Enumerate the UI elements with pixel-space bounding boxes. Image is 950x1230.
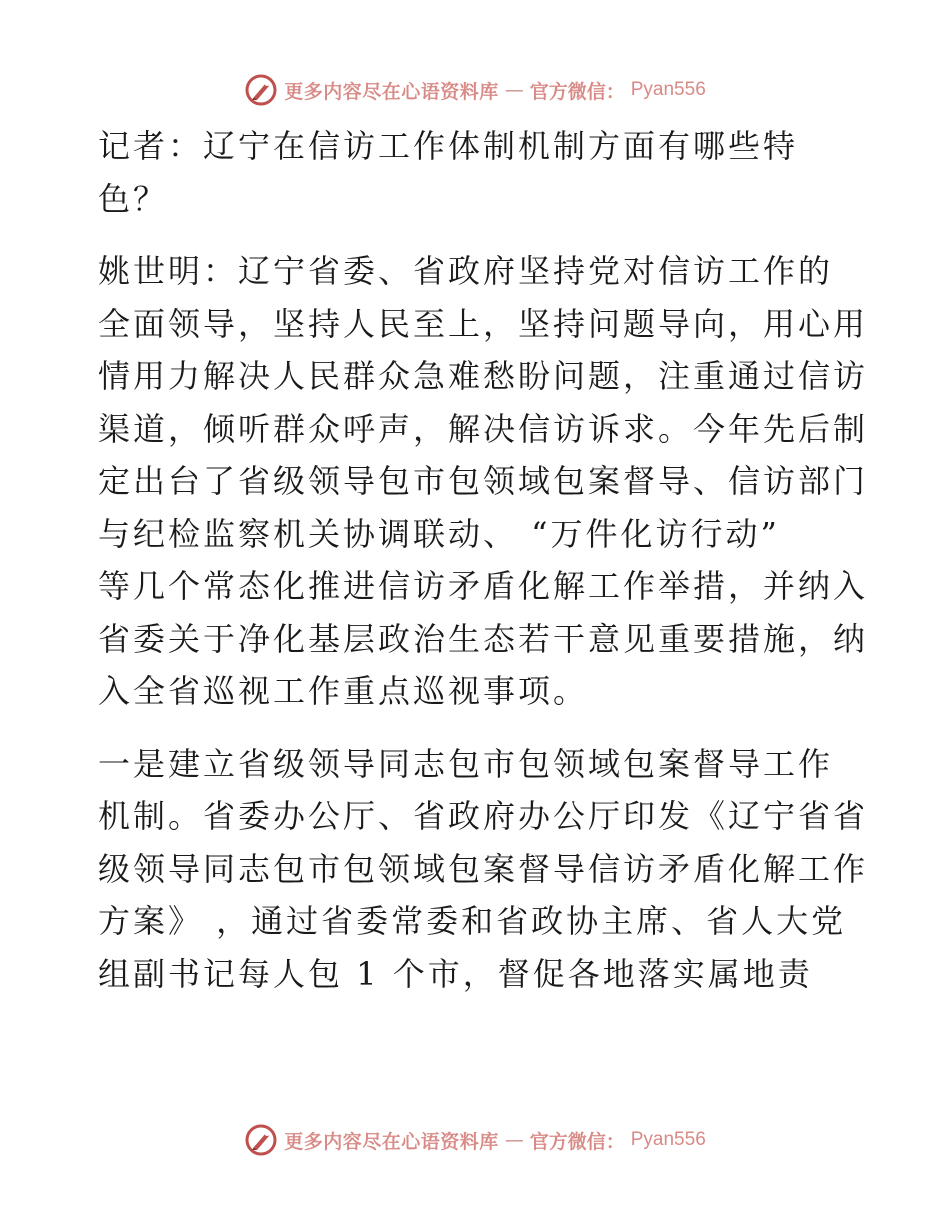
text-line: 全面领导，坚持人民至上，坚持问题导向，用心用: [98, 304, 869, 343]
paragraph-answer: [98, 245, 869, 718]
text-line: 情用力解决人民群众急难愁盼问题，注重通过信访: [98, 357, 869, 395]
text-line: 入全省巡视工作重点巡视事项。: [98, 672, 589, 710]
text-line: 等几个常态化推进信访矛盾化解工作举措，并纳入: [98, 567, 869, 605]
paragraph-question: [98, 120, 858, 225]
text-line: 记者：辽宁在信访工作体制机制方面有哪些特: [98, 127, 799, 165]
header-watermark: [0, 70, 950, 110]
text-line: 机制。省委办公厅、省政府办公厅印发《辽宁省省: [98, 797, 869, 835]
text-line: 方案》 ，通过省委常委和省政协主席、省人大党: [98, 902, 847, 940]
text-line: 组副书记每人包 1 个市，督促各地落实属地责: [98, 954, 813, 993]
footer-watermark: [0, 1120, 950, 1160]
watermark-official-label: 官方微信：: [529, 80, 625, 103]
watermark-brand-text: 更多内容尽在心语资料库: [284, 80, 499, 103]
paragraph-point-one: [98, 738, 869, 1001]
text-line: 一是建立省级领导同志包市包领域包案督导工作: [98, 744, 834, 783]
watermark-official-label: 官方微信：: [529, 1130, 625, 1153]
watermark-wechat-id: Pyan556: [630, 1129, 706, 1150]
text-line: 省委关于净化基层政治生态若干意见重要措施，纳: [98, 619, 869, 658]
pen-logo-icon: [244, 73, 278, 107]
text-line: 级领导同志包市包领域包案督导信访矛盾化解工作: [98, 849, 869, 888]
text-line: 与纪检监察机关协调联动、 “万件化访行动”: [98, 514, 780, 553]
text-line: 定出台了省级领导包市包领域包案督导、信访部门: [98, 462, 869, 500]
text-line: 色？: [98, 179, 169, 218]
text-line: 姚世明：辽宁省委、省政府坚持党对信访工作的: [98, 252, 834, 290]
watermark-wechat-id: Pyan556: [630, 79, 706, 100]
document-body: [98, 120, 869, 1020]
watermark-separator: —: [504, 79, 524, 101]
watermark-separator: —: [504, 1129, 524, 1151]
text-line: 渠道，倾听群众呼声，解决信访诉求。今年先后制: [98, 409, 869, 448]
watermark-brand-text: 更多内容尽在心语资料库: [284, 1130, 499, 1153]
pen-logo-icon: [244, 1123, 278, 1157]
